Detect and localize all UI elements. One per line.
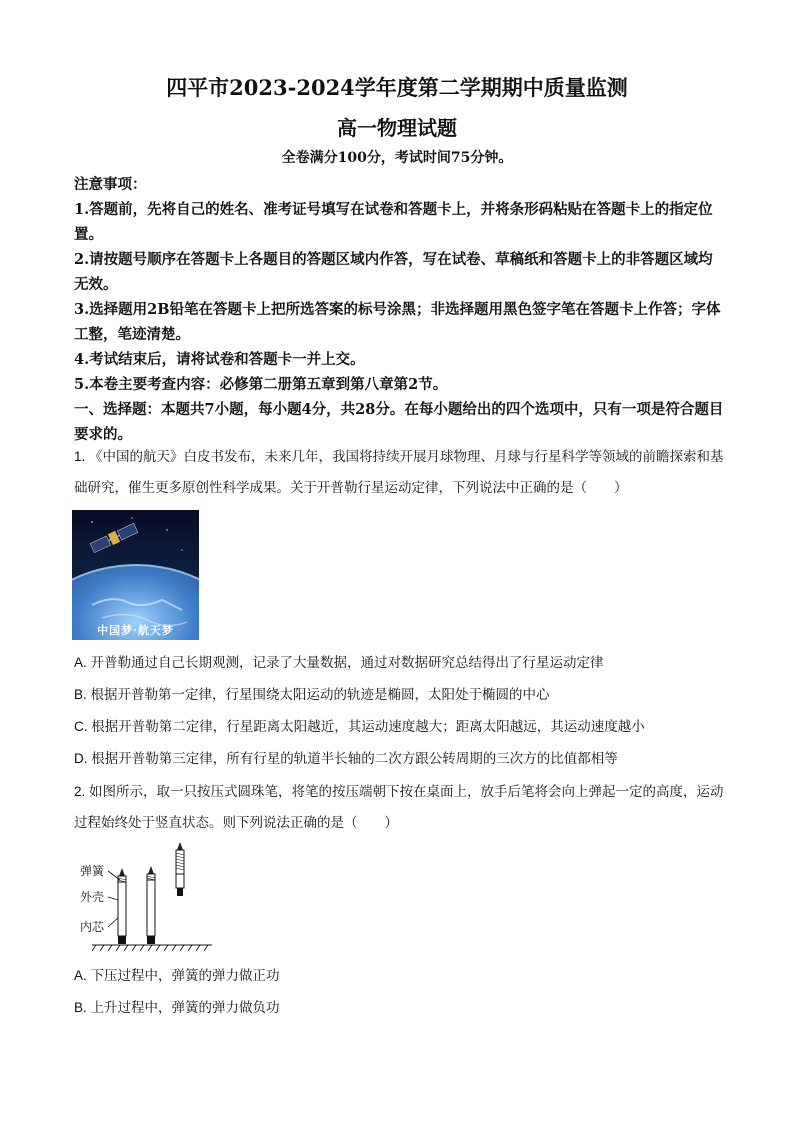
label-core: 内芯 — [80, 920, 105, 934]
question-1-option-b: B. 根据开普勒第一定律，行星围绕太阳运动的轨迹是椭圆，太阳处于椭圆的中心 — [74, 687, 550, 702]
label-spring: 弹簧 — [80, 864, 105, 878]
pen-3 — [176, 842, 184, 896]
question-1-stem: 1. 《中国的航天》白皮书发布，未来几年，我国将持续开展月球物理、月球与行星科学等领域的前瞻探索和基础研究，催生更多原创性科学成果。关于开普勒行星运动定律，下列说法中正确的是（ ） — [74, 449, 724, 495]
question-2-option-b: B. 上升过程中，弹簧的弹力做负功 — [74, 1000, 280, 1015]
question-1-option-d: D. 根据开普勒第三定律，所有行星的轨道半长轴的二次方跟公转周期的三次方的比值都相等 — [74, 751, 618, 766]
space-photo — [72, 510, 199, 640]
instruction-item: 1.答题前，先将自己的姓名、准考证号填写在试卷和答题卡上，并将条形码粘贴在答题卡上的指定位置。 — [74, 201, 713, 243]
instructions — [74, 172, 726, 447]
pen-diagram — [72, 838, 222, 958]
question-2-stem: 2. 如图所示，取一只按压式圆珠笔，将笔的按压端朝下按在桌面上，放手后笔将会向上弹起一定的高度，运动过程始终处于竖直状态。则下列说法正确的是（ ） — [74, 784, 724, 830]
score-time-note: 全卷满分100分，考试时间75分钟。 — [281, 150, 513, 166]
question-1-option-c: C. 根据开普勒第二定律，行星距离太阳越近，其运动速度越大；距离太阳越远，其运动速度越小 — [74, 719, 645, 734]
subject-title: 高一物理试题 — [337, 116, 457, 140]
satellite-earth-image — [72, 510, 199, 640]
question-1-option-a: A. 开普勒通过自己长期观测，记录了大量数据，通过对数据研究总结得出了行星运动定律 — [74, 655, 604, 670]
label-shell: 外壳 — [80, 890, 105, 904]
instruction-item: 3.选择题用2B铅笔在答题卡上把所选答案的标号涂黑；非选择题用黑色签字笔在答题卡上作答；字体工整，笔迹清楚。 — [74, 301, 721, 343]
section-heading: 一、选择题：本题共7小题，每小题4分，共28分。在每小题给出的四个选项中，只有一项是符合题目要求的。 — [74, 401, 724, 443]
instructions-heading: 注意事项： — [74, 176, 147, 193]
instruction-item: 2.请按题号顺序在答题卡上各题目的答题区域内作答，写在试卷、草稿纸和答题卡上的非答题区域均无效。 — [74, 251, 713, 293]
exam-title: 四平市2023-2024学年度第二学期期中质量监测 — [166, 75, 628, 100]
photo-caption: 中国梦·航天梦 — [97, 624, 174, 637]
instruction-item: 4.考试结束后，请将试卷和答题卡一并上交。 — [74, 351, 365, 368]
instruction-item: 5.本卷主要考查内容：必修第二册第五章到第八章第2节。 — [74, 376, 448, 393]
pen-diagram-svg — [72, 838, 222, 958]
pen-2 — [147, 866, 155, 944]
question-2-option-a: A. 下压过程中，弹簧的弹力做正功 — [74, 968, 280, 983]
